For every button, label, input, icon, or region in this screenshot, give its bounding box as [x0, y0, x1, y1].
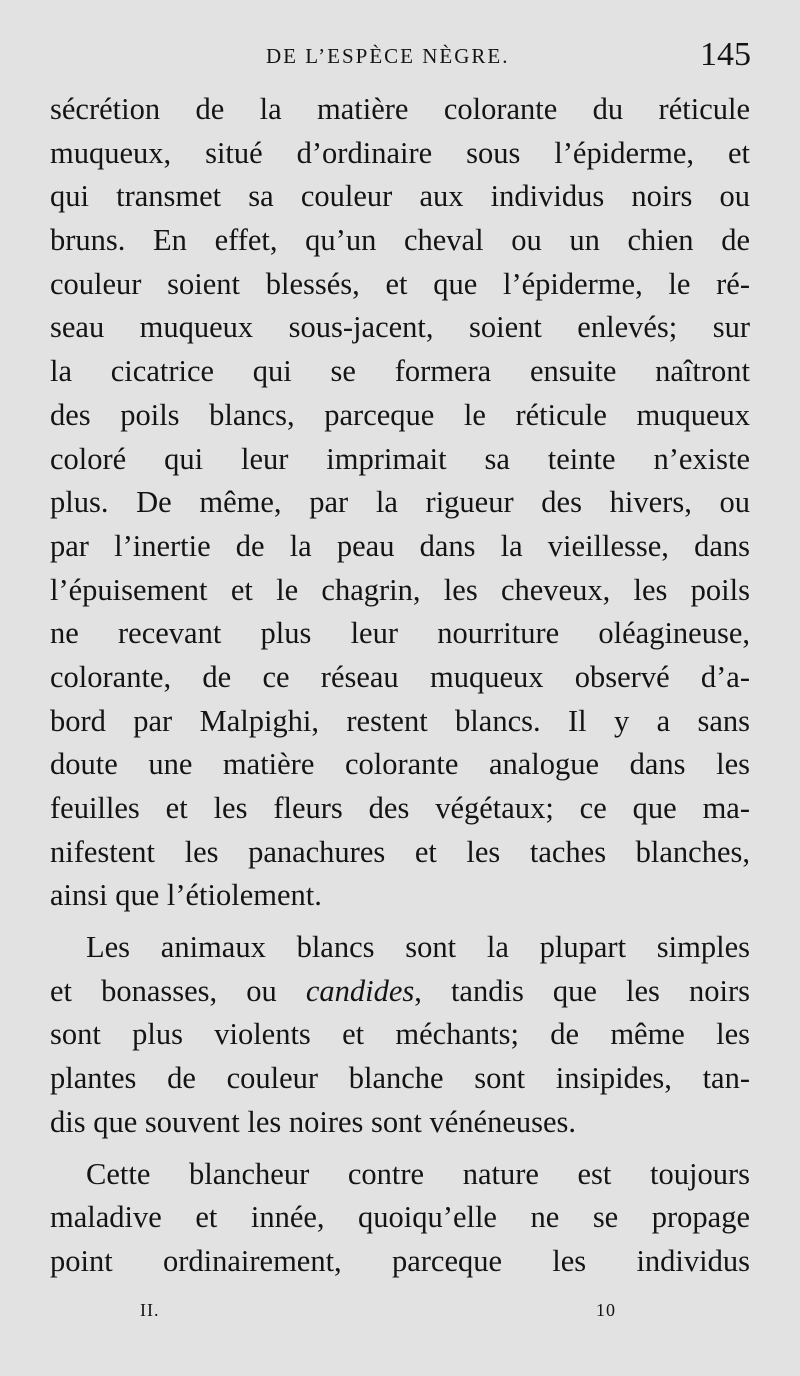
sheet-number: 10 — [596, 1300, 616, 1320]
text-run: , tandis que les noirs — [414, 973, 750, 1008]
text-run: et bonasses, ou — [50, 973, 306, 1008]
text-line: par l’inertie de la peau dans la vieillesse, dans — [50, 528, 750, 563]
page-footer — [0, 1300, 800, 1330]
text-line: la cicatrice qui se formera ensuite naîtront — [50, 354, 750, 389]
signature-mark: II. — [140, 1300, 160, 1320]
text-line: dis que souvent les noires sont vénéneuses. — [50, 1104, 577, 1139]
text-line: plus. De même, par la rigueur des hivers, ou — [50, 485, 750, 520]
text-line: muqueux, situé d’ordinaire sous l’épiderme, et — [50, 135, 750, 170]
text-line: feuilles et les fleurs des végétaux; ce que ma- — [50, 791, 750, 825]
text-line: l’épuisement et le chagrin, les cheveux, les poils — [50, 572, 750, 607]
text-line: sont plus violents et méchants; de même les — [50, 1017, 750, 1052]
text-line: sécrétion de la matière colorante du réticule — [50, 92, 750, 126]
paragraph-gap — [50, 1145, 750, 1153]
running-title: DE L’ESPÈCE NÈGRE. — [266, 44, 510, 68]
text-line: doute une matière colorante analogue dans les — [50, 747, 750, 782]
text-line: ne recevant plus leur nourriture oléagineuse, — [50, 616, 750, 651]
paragraph-gap — [50, 918, 750, 926]
text-line: point ordinairement, parceque les individus — [50, 1243, 750, 1278]
text-body — [50, 88, 750, 1284]
text-line: seau muqueux sous-jacent, soient enlevés; sur — [50, 310, 750, 345]
running-head — [0, 36, 800, 80]
text-line: colorante, de ce réseau muqueux observé d’a- — [50, 659, 750, 694]
text-line: bruns. En effet, qu’un cheval ou un chien de — [50, 223, 750, 258]
text-line: ainsi que l’étiolement. — [50, 878, 322, 913]
text-line: qui transmet sa couleur aux individus noirs ou — [50, 179, 750, 214]
text-line: nifestent les panachures et les taches blanches, — [50, 834, 750, 869]
text-line-composite — [50, 970, 750, 1014]
text-line: coloré qui leur imprimait sa teinte n’existe — [50, 441, 750, 476]
text-line: plantes de couleur blanche sont insipides, tan- — [50, 1061, 750, 1096]
text-line: couleur soient blessés, et que l’épiderme, le ré- — [50, 266, 750, 301]
text-line: bord par Malpighi, restent blancs. Il y a sans — [50, 703, 750, 738]
text-line: des poils blancs, parceque le réticule muqueux — [50, 397, 750, 432]
page-number: 145 — [700, 36, 751, 73]
text-line: Cette blancheur contre nature est toujours — [86, 1156, 750, 1191]
italic-word: candides — [305, 973, 415, 1008]
text-line: maladive et innée, quoiqu’elle ne se propage — [50, 1200, 750, 1235]
text-line: Les animaux blancs sont la plupart simples — [86, 930, 750, 965]
